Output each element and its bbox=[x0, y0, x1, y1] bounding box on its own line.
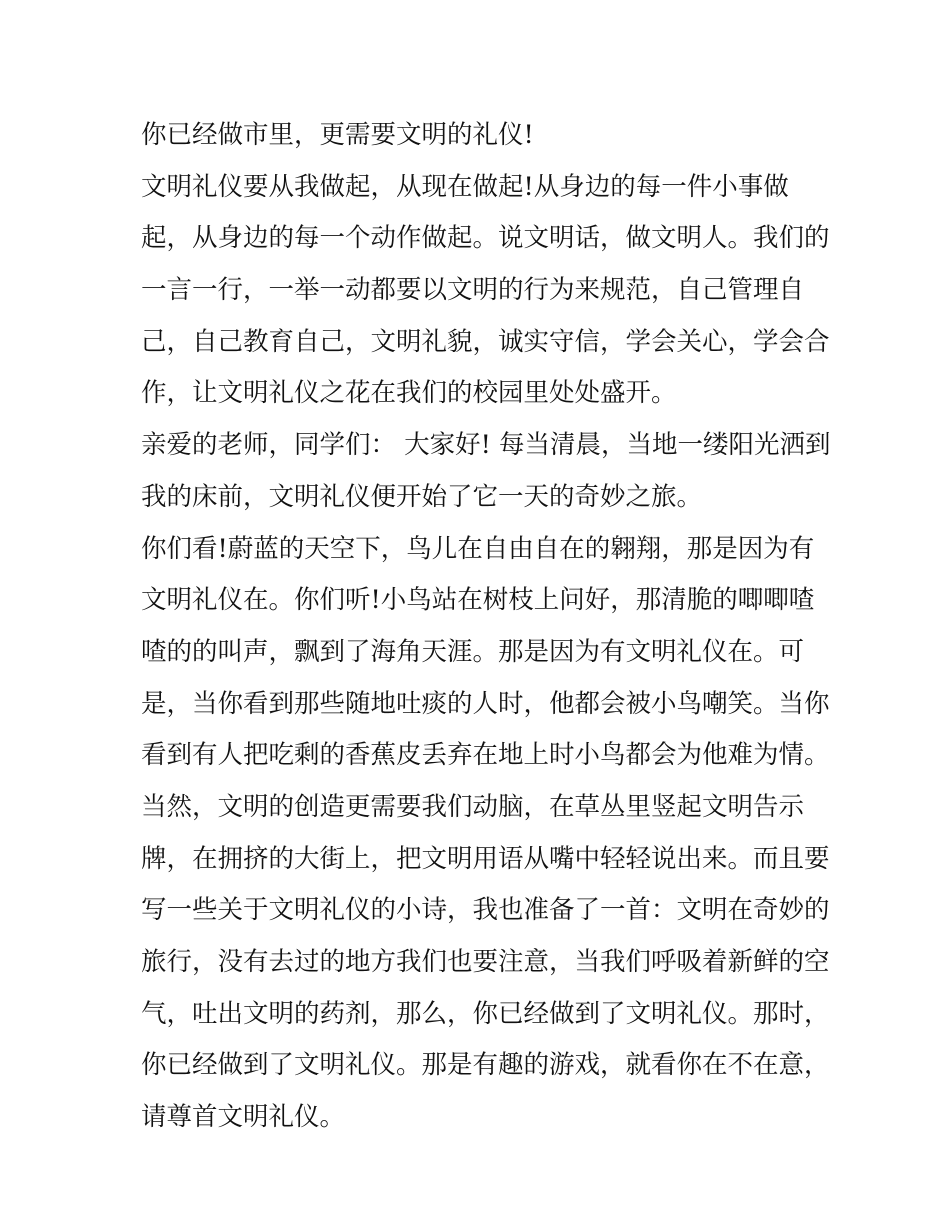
text-line: 看到有人把吃剩的香蕉皮丢弃在地上时小鸟都会为他难为情。 bbox=[141, 740, 830, 771]
text-line: 气，吐出文明的药剂，那么，你已经做到了文明礼仪。那时， bbox=[141, 998, 830, 1029]
text-line: 喳的的叫声，飘到了海角天涯。那是因为有文明礼仪在。可 bbox=[141, 636, 805, 667]
text-line: 牌，在拥挤的大街上，把文明用语从嘴中轻轻说出来。而且要 bbox=[141, 843, 830, 874]
text-line: 作，让文明礼仪之花在我们的校园里处处盛开。 bbox=[141, 378, 677, 409]
text-line: 你们看!蔚蓝的天空下，鸟儿在自由自在的翱翔，那是因为有 bbox=[141, 533, 815, 564]
text-line: 你已经做到了文明礼仪。那是有趣的游戏，就看你在不在意， bbox=[141, 1050, 830, 1081]
text-line: 写一些关于文明礼仪的小诗，我也准备了一首：文明在奇妙的 bbox=[141, 895, 830, 926]
text-line: 旅行，没有去过的地方我们也要注意，当我们呼吸着新鲜的空 bbox=[141, 947, 830, 977]
text-line: 起，从身边的每一个动作做起。说文明话，做文明人。我们的 bbox=[141, 223, 830, 254]
text-line: 当然，文明的创造更需要我们动脑，在草丛里竖起文明告示 bbox=[141, 791, 805, 822]
text-line: 是，当你看到那些随地吐痰的人时，他都会被小鸟嘲笑。当你 bbox=[141, 688, 830, 719]
text-line: 文明礼仪在。你们听!小鸟站在树枝上问好，那清脆的唧唧喳 bbox=[141, 585, 815, 616]
text-line: 己，自己教育自己，文明礼貌，诚实守信，学会关心，学会合 bbox=[141, 326, 830, 357]
text-line: 请尊首文明礼仪。 bbox=[141, 1102, 346, 1133]
text-line: 亲爱的老师，同学们： 大家好! 每当清晨，当地一缕阳光洒到 bbox=[141, 430, 831, 461]
body-text bbox=[141, 110, 831, 1144]
text-line: 一言一行，一举一动都要以文明的行为来规范，自己管理自 bbox=[141, 275, 805, 306]
text-line: 我的床前，文明礼仪便开始了它一天的奇妙之旅。 bbox=[141, 481, 703, 512]
text-line: 文明礼仪要从我做起，从现在做起!从身边的每一件小事做 bbox=[141, 171, 789, 202]
text-line: 你已经做市里，更需要文明的礼仪! bbox=[141, 120, 534, 150]
